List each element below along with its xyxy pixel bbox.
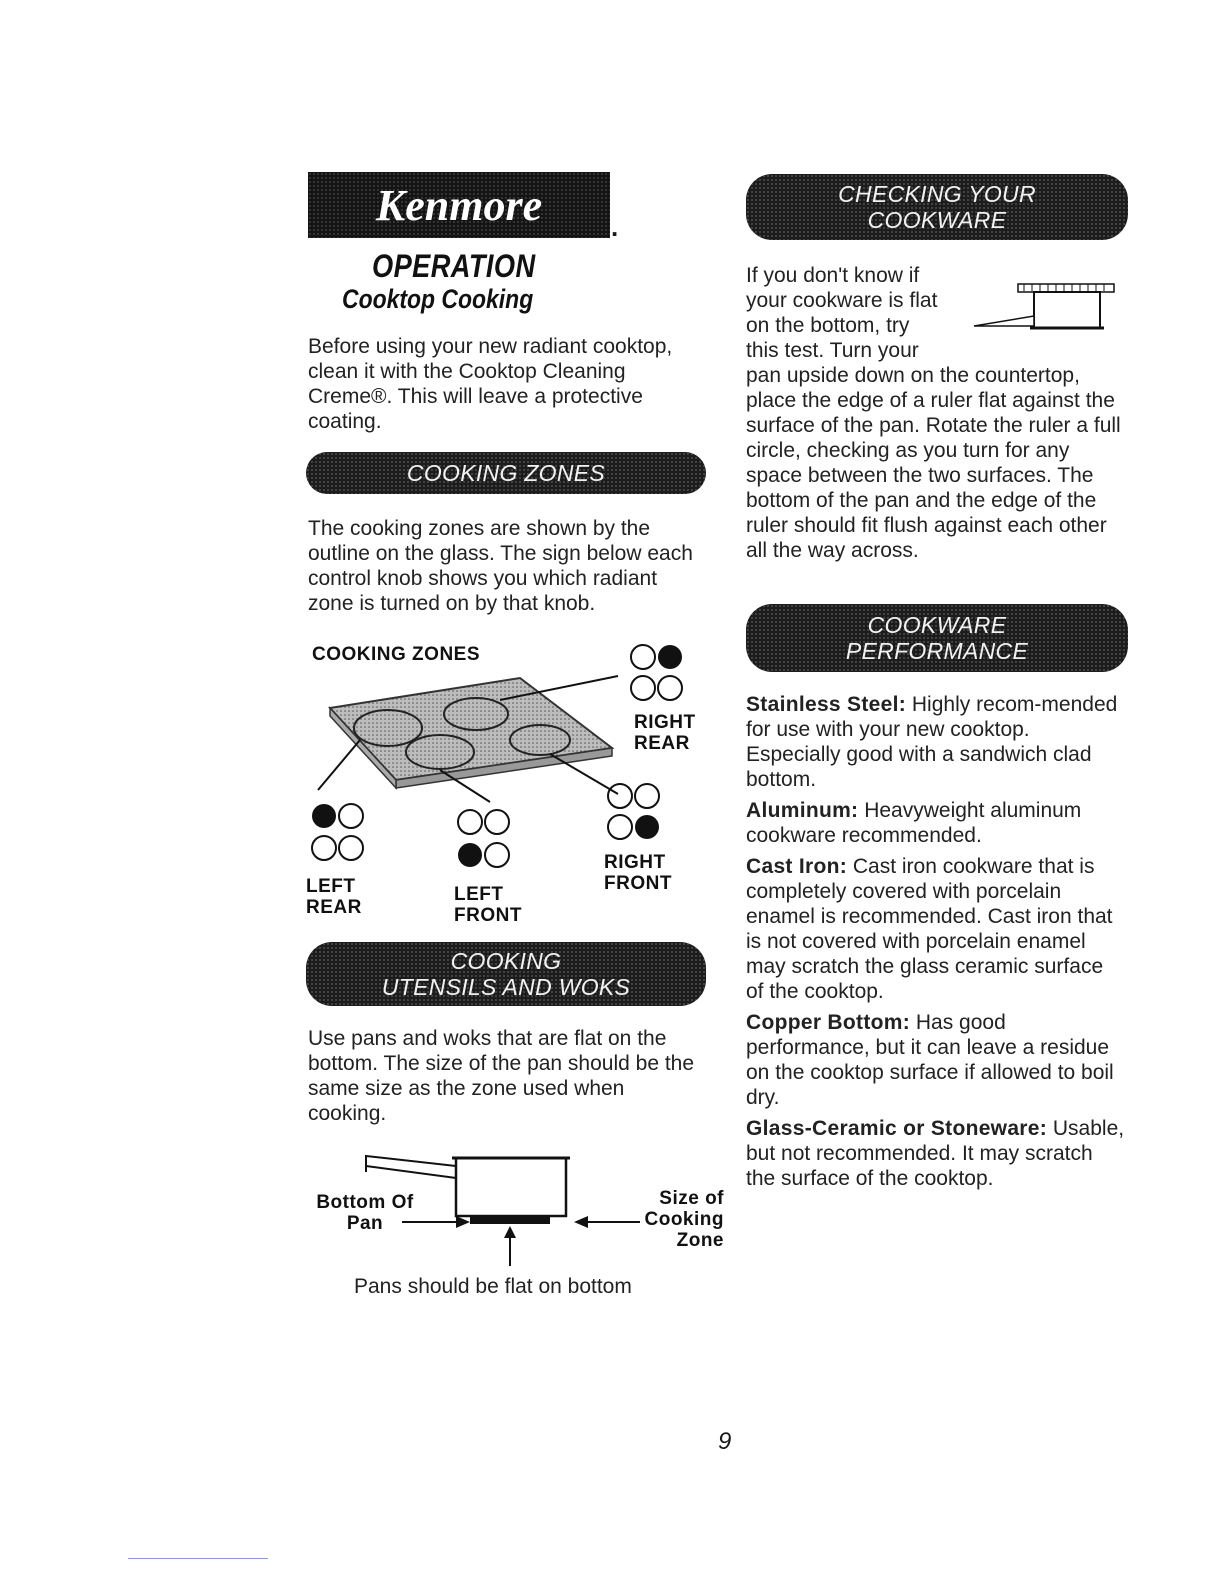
cooking-zones-banner xyxy=(306,452,706,494)
section-subtitle: Cooktop Cooking xyxy=(342,284,534,314)
footer-rule xyxy=(128,1558,268,1559)
checking-paragraph-rest: pan upside down on the countertop, place the edge of a ruler flat against the surface of the pan. Rotate the ruler a full circle, checking as you turn for any space between the two surfaces. The bottom of the pan and the edge of the ruler should fit flush against each other all the way across. xyxy=(746,364,1121,562)
cooking-zones-paragraph: The cooking zones are shown by the outline on the glass. The sign below each control knob shows you which radiant zone is turned on by that knob. xyxy=(308,517,693,615)
indicator-left-front xyxy=(458,810,509,867)
label-right-front: RIGHT FRONT xyxy=(604,852,672,894)
cooking-zones-banner-text: COOKING ZONES xyxy=(406,460,606,486)
indicator-left-rear xyxy=(312,804,363,860)
checking-cookware-banner: CHECKING YOUR COOKWARE xyxy=(746,174,1128,240)
leader-left-rear xyxy=(318,740,360,790)
cookware-performance-banner: COOKWARE PERFORMANCE xyxy=(746,604,1128,672)
list-item: Glass-Ceramic or Stoneware: Usable, but not recommended. It may scratch the surface of the cooktop. xyxy=(746,1117,1125,1190)
list-item: Aluminum: Heavyweight aluminum cookware recommended. xyxy=(746,799,1082,847)
utensils-paragraph: Use pans and woks that are flat on the bottom. The size of the pan should be the same size as the zone used when cooking. xyxy=(308,1027,695,1125)
page-number: 9 xyxy=(718,1428,732,1455)
horizontal-arrows xyxy=(402,1212,642,1232)
ruler-on-pan-figure xyxy=(970,282,1120,338)
label-left-rear: LEFT REAR xyxy=(306,876,362,918)
logo-dot: . xyxy=(611,212,619,242)
utensils-banner: COOKING UTENSILS AND WOKS xyxy=(306,942,706,1006)
label-right-rear: RIGHT REAR xyxy=(634,712,696,754)
checking-paragraph-intro: If you don't know if your cookware is flat on the bottom, try this test. Turn your xyxy=(746,264,938,362)
label-size-of-zone: Size of Cooking Zone xyxy=(644,1188,724,1251)
indicator-top-right xyxy=(631,645,682,700)
performance-list xyxy=(746,692,1126,1197)
list-item: Cast Iron: Cast iron cookware that is completely covered with porcelain enamel is recommended. Cast iron that is not covered with porcelain enamel may scratch the glass ceramic surface of the cooktop. xyxy=(746,855,1113,1003)
cooktop-glass xyxy=(330,678,612,788)
pan-caption: Pans should be flat on bottom xyxy=(354,1275,632,1298)
arrows xyxy=(504,1226,516,1266)
diagram-title: COOKING ZONES xyxy=(312,644,481,665)
list-item: Copper Bottom: Has good performance, but it can leave a residue on the cooktop surface if allowed to boil dry. xyxy=(746,1011,1114,1109)
list-item: Stainless Steel: Highly recom-mended for use with your new cooktop. Especially good with a sandwich clad bottom. xyxy=(746,693,1118,791)
label-bottom-of-pan: Bottom Of Pan xyxy=(316,1192,414,1234)
label-left-front: LEFT FRONT xyxy=(454,884,522,926)
kenmore-logo xyxy=(308,172,610,238)
section-title: OPERATION xyxy=(372,248,536,284)
intro-paragraph: Before using your new radiant cooktop, clean it with the Cooktop Cleaning Creme®. This will leave a protective coating. xyxy=(308,335,673,433)
logo-text: Kenmore xyxy=(375,180,543,230)
